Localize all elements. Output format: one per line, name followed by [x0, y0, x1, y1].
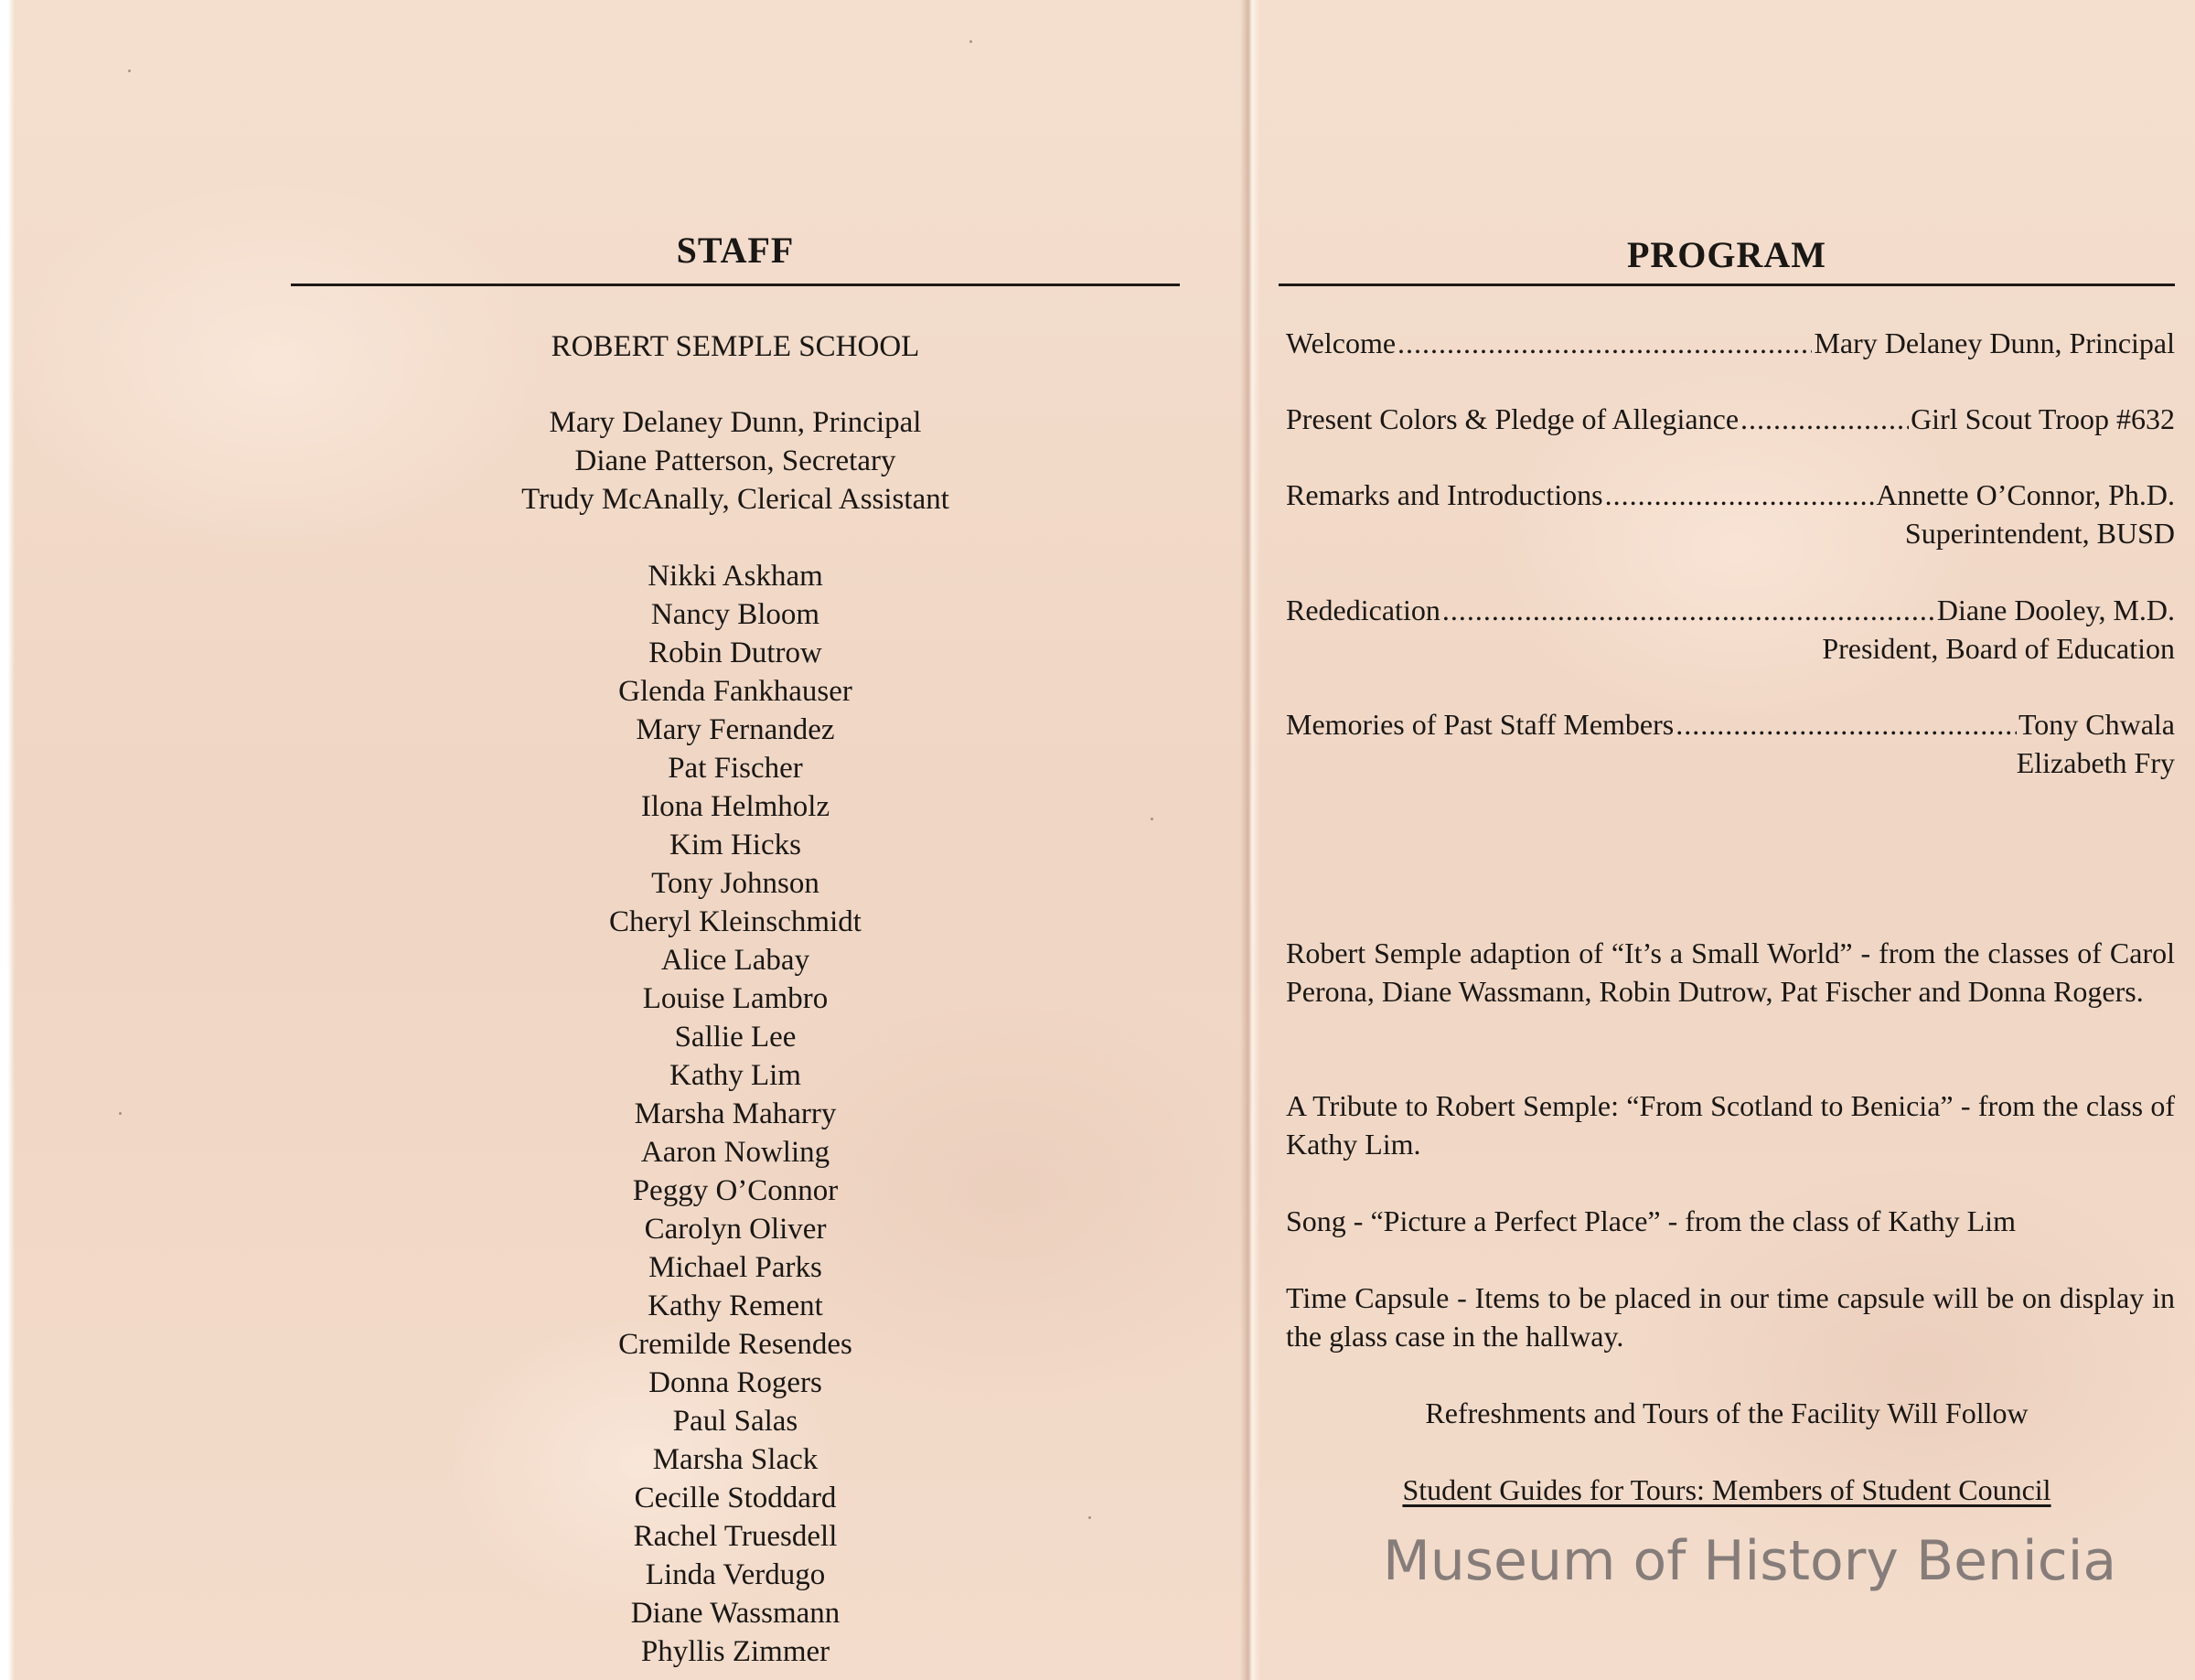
- program-item-presenter: Girl Scout Troop #632: [1911, 402, 2175, 435]
- program-item-presenter: Tony Chwala: [2018, 708, 2175, 741]
- staff-member: Paul Salas: [672, 1405, 798, 1438]
- staff-member: Pat Fischer: [668, 752, 803, 785]
- program-item-presenter: Mary Delaney Dunn, Principal: [1814, 326, 2175, 359]
- staff-member: Peggy O’Connor: [632, 1174, 839, 1207]
- staff-member: Michael Parks: [648, 1251, 822, 1284]
- program-paragraph: Song - “Picture a Perfect Place” - from the class of Kathy Lim: [1286, 1204, 2016, 1237]
- staff-member: Linda Verdugo: [645, 1558, 826, 1591]
- office-staff-item: Diane Patterson, Secretary: [574, 444, 896, 477]
- staff-member: Cecille Stoddard: [634, 1482, 837, 1514]
- program-item: [1286, 705, 2175, 744]
- museum-watermark: Museum of History Benicia: [1383, 1529, 2117, 1593]
- staff-member: Rachel Truesdell: [633, 1520, 838, 1553]
- staff-rule: [291, 284, 1180, 286]
- staff-member: Carolyn Oliver: [644, 1213, 827, 1246]
- school-name: ROBERT SEMPLE SCHOOL: [551, 330, 920, 363]
- staff-member: Kathy Rement: [648, 1289, 823, 1322]
- program-item: [1286, 591, 2175, 629]
- dot-leader: [1740, 400, 1909, 438]
- student-guides-text: Student Guides for Tours: Members of Student Council: [1402, 1473, 2051, 1506]
- program-item-subtitle: Elizabeth Fry: [2016, 746, 2175, 779]
- dot-leader: [1397, 324, 1812, 362]
- paper-speck: [1151, 818, 1153, 820]
- program-item: [1286, 324, 2175, 362]
- staff-member: Kim Hicks: [669, 829, 801, 861]
- program-item-title: Welcome: [1286, 326, 1397, 359]
- program-item-subtitle: Superintendent, BUSD: [1904, 517, 2175, 550]
- staff-member: Phyllis Zimmer: [640, 1635, 830, 1668]
- staff-heading: STAFF: [676, 230, 795, 271]
- staff-member: Aaron Nowling: [640, 1136, 830, 1169]
- refreshments-note: Refreshments and Tours of the Facility Will Follow: [1425, 1396, 2029, 1429]
- staff-member: Diane Wassmann: [630, 1597, 841, 1630]
- staff-member: Robin Dutrow: [648, 637, 822, 669]
- center-fold: [1240, 0, 1260, 1680]
- dot-leader: [1676, 705, 2017, 744]
- dot-leader: [1442, 591, 1935, 629]
- paper-speck: [128, 70, 131, 72]
- program-rule: [1279, 284, 2175, 286]
- staff-member: Marsha Maharry: [634, 1097, 837, 1130]
- staff-member: Tony Johnson: [651, 867, 819, 900]
- program-item-subtitle: President, Board of Education: [1822, 632, 2175, 665]
- staff-member: Mary Fernandez: [636, 713, 835, 746]
- paper-speck: [1088, 1516, 1091, 1519]
- student-guides-note: [1279, 1471, 2175, 1509]
- staff-member: Marsha Slack: [652, 1443, 819, 1476]
- staff-member: Alice Labay: [660, 944, 810, 977]
- staff-member: Cheryl Kleinschmidt: [609, 905, 862, 938]
- program-item-title: Rededication: [1286, 594, 1440, 626]
- program-heading: PROGRAM: [1626, 234, 1827, 275]
- staff-member: Ilona Helmholz: [640, 790, 830, 823]
- office-staff-item: Trudy McAnally, Clerical Assistant: [521, 483, 949, 516]
- paper-speck: [969, 40, 972, 43]
- staff-member: Nancy Bloom: [650, 598, 820, 631]
- program-panel: [1279, 0, 2175, 1680]
- program-paragraph: Time Capsule - Items to be placed in our time capsule will be on display in the glass case in the hallway.: [1286, 1281, 2175, 1353]
- paper-edge: [0, 0, 15, 1680]
- program-item: [1286, 400, 2175, 438]
- school-name-block: [291, 327, 1180, 366]
- program-paragraph: A Tribute to Robert Semple: “From Scotland to Benicia” - from the class of Kathy Lim.: [1286, 1089, 2175, 1161]
- staff-member: Nikki Askham: [648, 560, 823, 593]
- staff-panel: [291, 0, 1180, 1680]
- program-item-presenter: Annette O’Connor, Ph.D.: [1876, 478, 2175, 511]
- staff-member: Glenda Fankhauser: [618, 675, 852, 708]
- staff-member: Louise Lambro: [642, 982, 829, 1015]
- office-staff-item: Mary Delaney Dunn, Principal: [549, 406, 922, 439]
- program-paragraph: Robert Semple adaption of “It’s a Small World” - from the classes of Carol Perona, Diane Wassmann, Robin Dutrow, Pat Fischer and Donna Rogers.: [1286, 936, 2175, 1008]
- staff-member: Sallie Lee: [674, 1021, 797, 1054]
- office-staff-list: [291, 403, 1180, 519]
- program-item-presenter: Diane Dooley, M.D.: [1936, 594, 2175, 626]
- dot-leader: [1605, 476, 1875, 514]
- staff-members-list: [291, 557, 1180, 1671]
- program-item-title: Memories of Past Staff Members: [1286, 708, 1675, 741]
- paper-speck: [119, 1112, 122, 1115]
- program-item-title: Remarks and Introductions: [1286, 478, 1603, 511]
- program-item: [1286, 476, 2175, 514]
- staff-member: Cremilde Resendes: [618, 1328, 852, 1361]
- program-item-title: Present Colors & Pledge of Allegiance: [1286, 402, 1740, 435]
- staff-member: Donna Rogers: [648, 1366, 822, 1399]
- staff-member: Kathy Lim: [669, 1059, 801, 1092]
